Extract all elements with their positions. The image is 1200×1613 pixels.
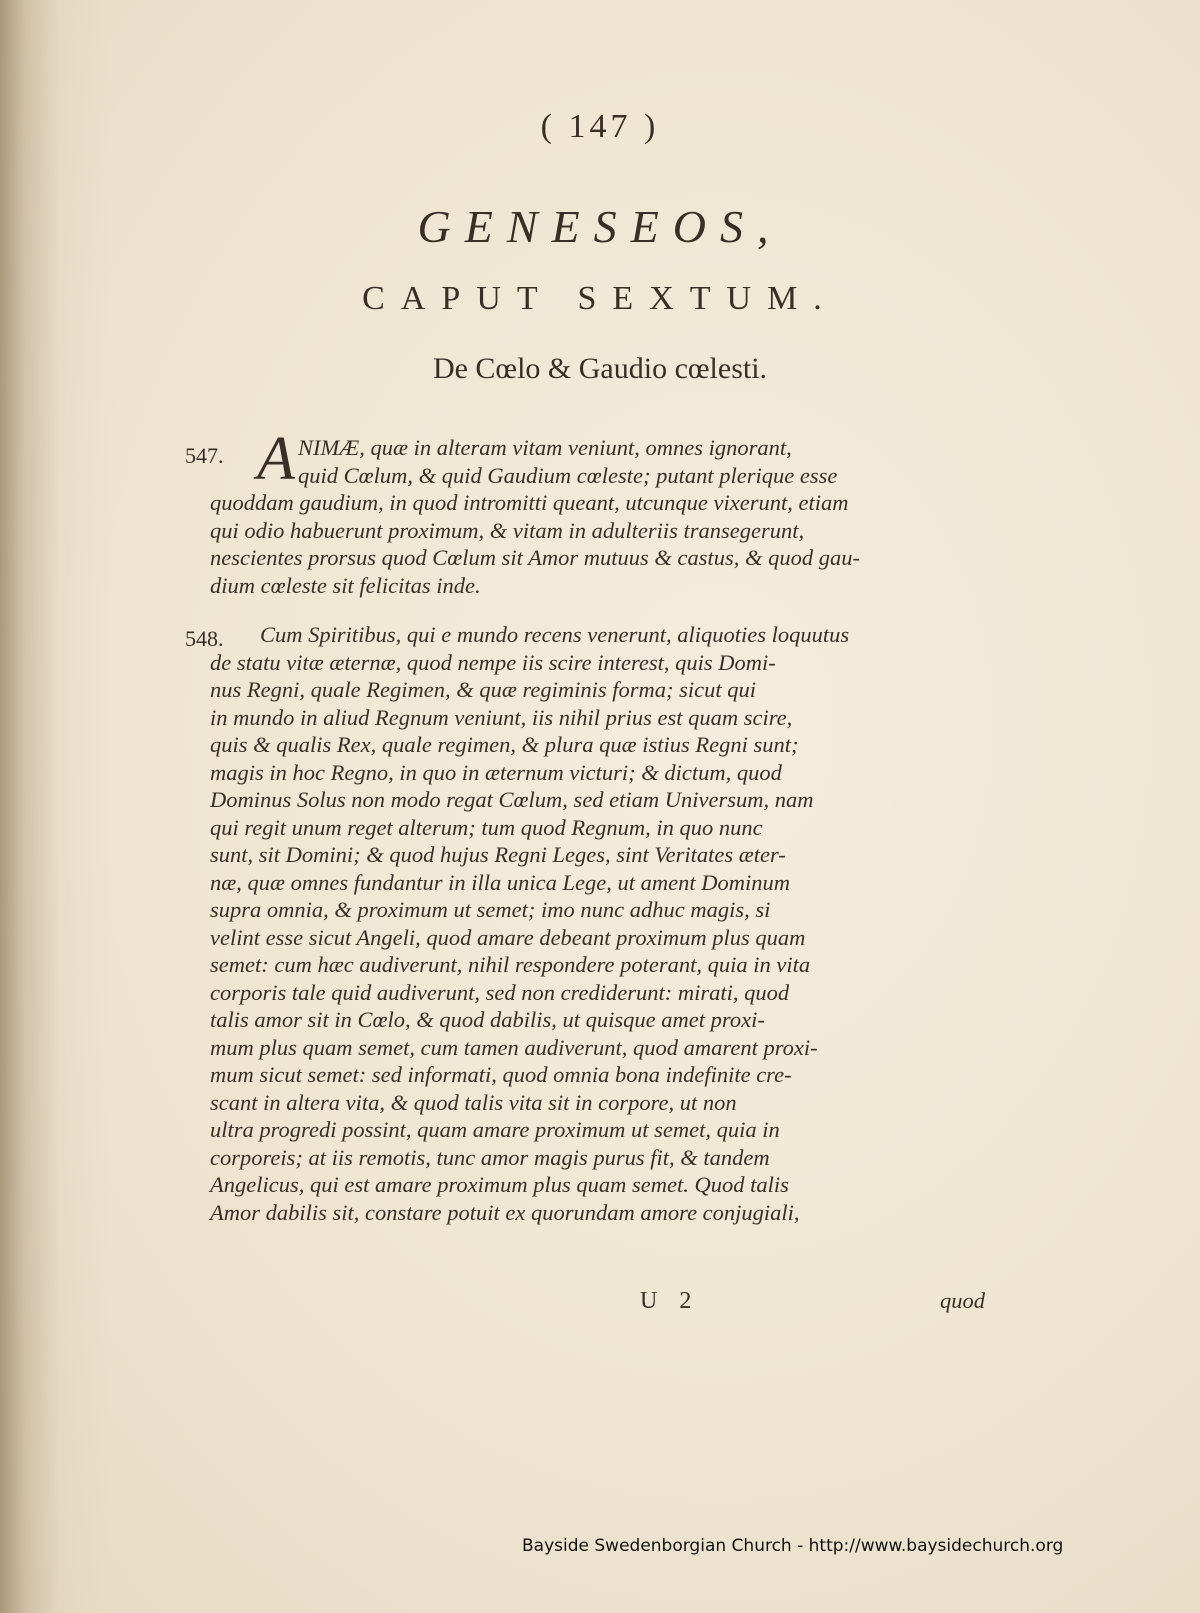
text-line: NIMÆ, quæ in alteram vitam veniunt, omnes ignorant, xyxy=(298,435,792,460)
text-line: supra omnia, & proximum ut semet; imo nunc adhuc magis, si xyxy=(210,897,771,922)
text-line: næ, quæ omnes fundantur in illa unica Lege, ut ament Dominum xyxy=(210,869,790,895)
signature-mark: U 2 xyxy=(640,1288,700,1314)
text-line: nus Regni, quale Regimen, & quæ regiminis forma; sicut qui xyxy=(210,677,756,702)
text-line: magis in hoc Regno, in quo in æternum victuri; & dictum, quod xyxy=(210,759,782,785)
paragraph-number: 548. xyxy=(185,626,224,651)
text-line: qui odio habuerunt proximum, & vitam in adulteriis transegerunt, xyxy=(210,517,805,543)
catchword: quod xyxy=(940,1288,985,1313)
page-number: ( 147 ) xyxy=(540,108,660,145)
text-line: dium cœleste sit felicitas inde. xyxy=(210,572,481,598)
book-title: GENESEOS, xyxy=(417,201,783,252)
text-line: Dominus Solus non modo regat Cœlum, sed etiam Universum, nam xyxy=(210,787,814,812)
text-line: Amor dabilis sit, constare potuit ex quorundam amore conjugiali, xyxy=(210,1199,800,1225)
text-line: qui regit unum reget alterum; tum quod Regnum, in quo nunc xyxy=(210,814,763,840)
text-line: mum plus quam semet, cum tamen audiverunt, quod amarent proxi- xyxy=(210,1034,818,1060)
paragraph-number: 547. xyxy=(185,443,224,468)
paragraph-547 xyxy=(210,434,990,599)
text-line: ultra progredi possint, quam amare proximum ut semet, quia in xyxy=(210,1117,780,1142)
text-line: mum sicut semet: sed informati, quod omnia bona indefinite cre- xyxy=(210,1062,792,1087)
text-line: Cum Spiritibus, qui e mundo recens venerunt, aliquoties loquutus xyxy=(260,622,850,647)
text-line: sunt, sit Domini; & quod hujus Regni Leges, sint Veritates æter- xyxy=(210,842,786,867)
text-line: corporis tale quid audiverunt, sed non crediderunt: mirati, quod xyxy=(210,979,790,1005)
text-line: quoddam gaudium, in quod intromitti queant, utcunque vixerunt, etiam xyxy=(210,490,849,515)
section-title: De Cœlo & Gaudio cœlesti. xyxy=(432,352,768,385)
text-line: quid Cœlum, & quid Gaudium cœleste; putant plerique esse xyxy=(298,462,838,488)
drop-cap: A xyxy=(257,425,295,493)
paragraph-548 xyxy=(210,621,990,1226)
text-line: velint esse sicut Angeli, quod amare debeant proximum plus quam xyxy=(210,924,806,950)
watermark-text: Bayside Swedenborgian Church - http://www.baysidechurch.org xyxy=(522,1536,1064,1556)
text-line: nescientes prorsus quod Cœlum sit Amor mutuus & castus, & quod gau- xyxy=(210,545,861,570)
text-line: talis amor sit in Cœlo, & quod dabilis, ut quisque amet proxi- xyxy=(210,1007,765,1032)
text-line: Angelicus, qui est amare proximum plus quam semet. Quod talis xyxy=(210,1172,789,1197)
chapter-title: CAPUT SEXTUM. xyxy=(362,280,838,317)
text-line: scant in altera vita, & quod talis vita sit in corpore, ut non xyxy=(210,1089,737,1115)
text-line: quis & qualis Rex, quale regimen, & plura quæ istius Regni sunt; xyxy=(210,732,799,757)
text-line: in mundo in aliud Regnum veniunt, iis nihil prius est quam scire, xyxy=(210,704,793,730)
text-line: corporeis; at iis remotis, tunc amor magis purus fit, & tandem xyxy=(210,1144,770,1170)
text-line: semet: cum hæc audiverunt, nihil respondere poterant, quia in vita xyxy=(210,952,811,977)
text-line: de statu vitæ æternæ, quod nempe iis scire interest, quis Domi- xyxy=(210,649,776,675)
